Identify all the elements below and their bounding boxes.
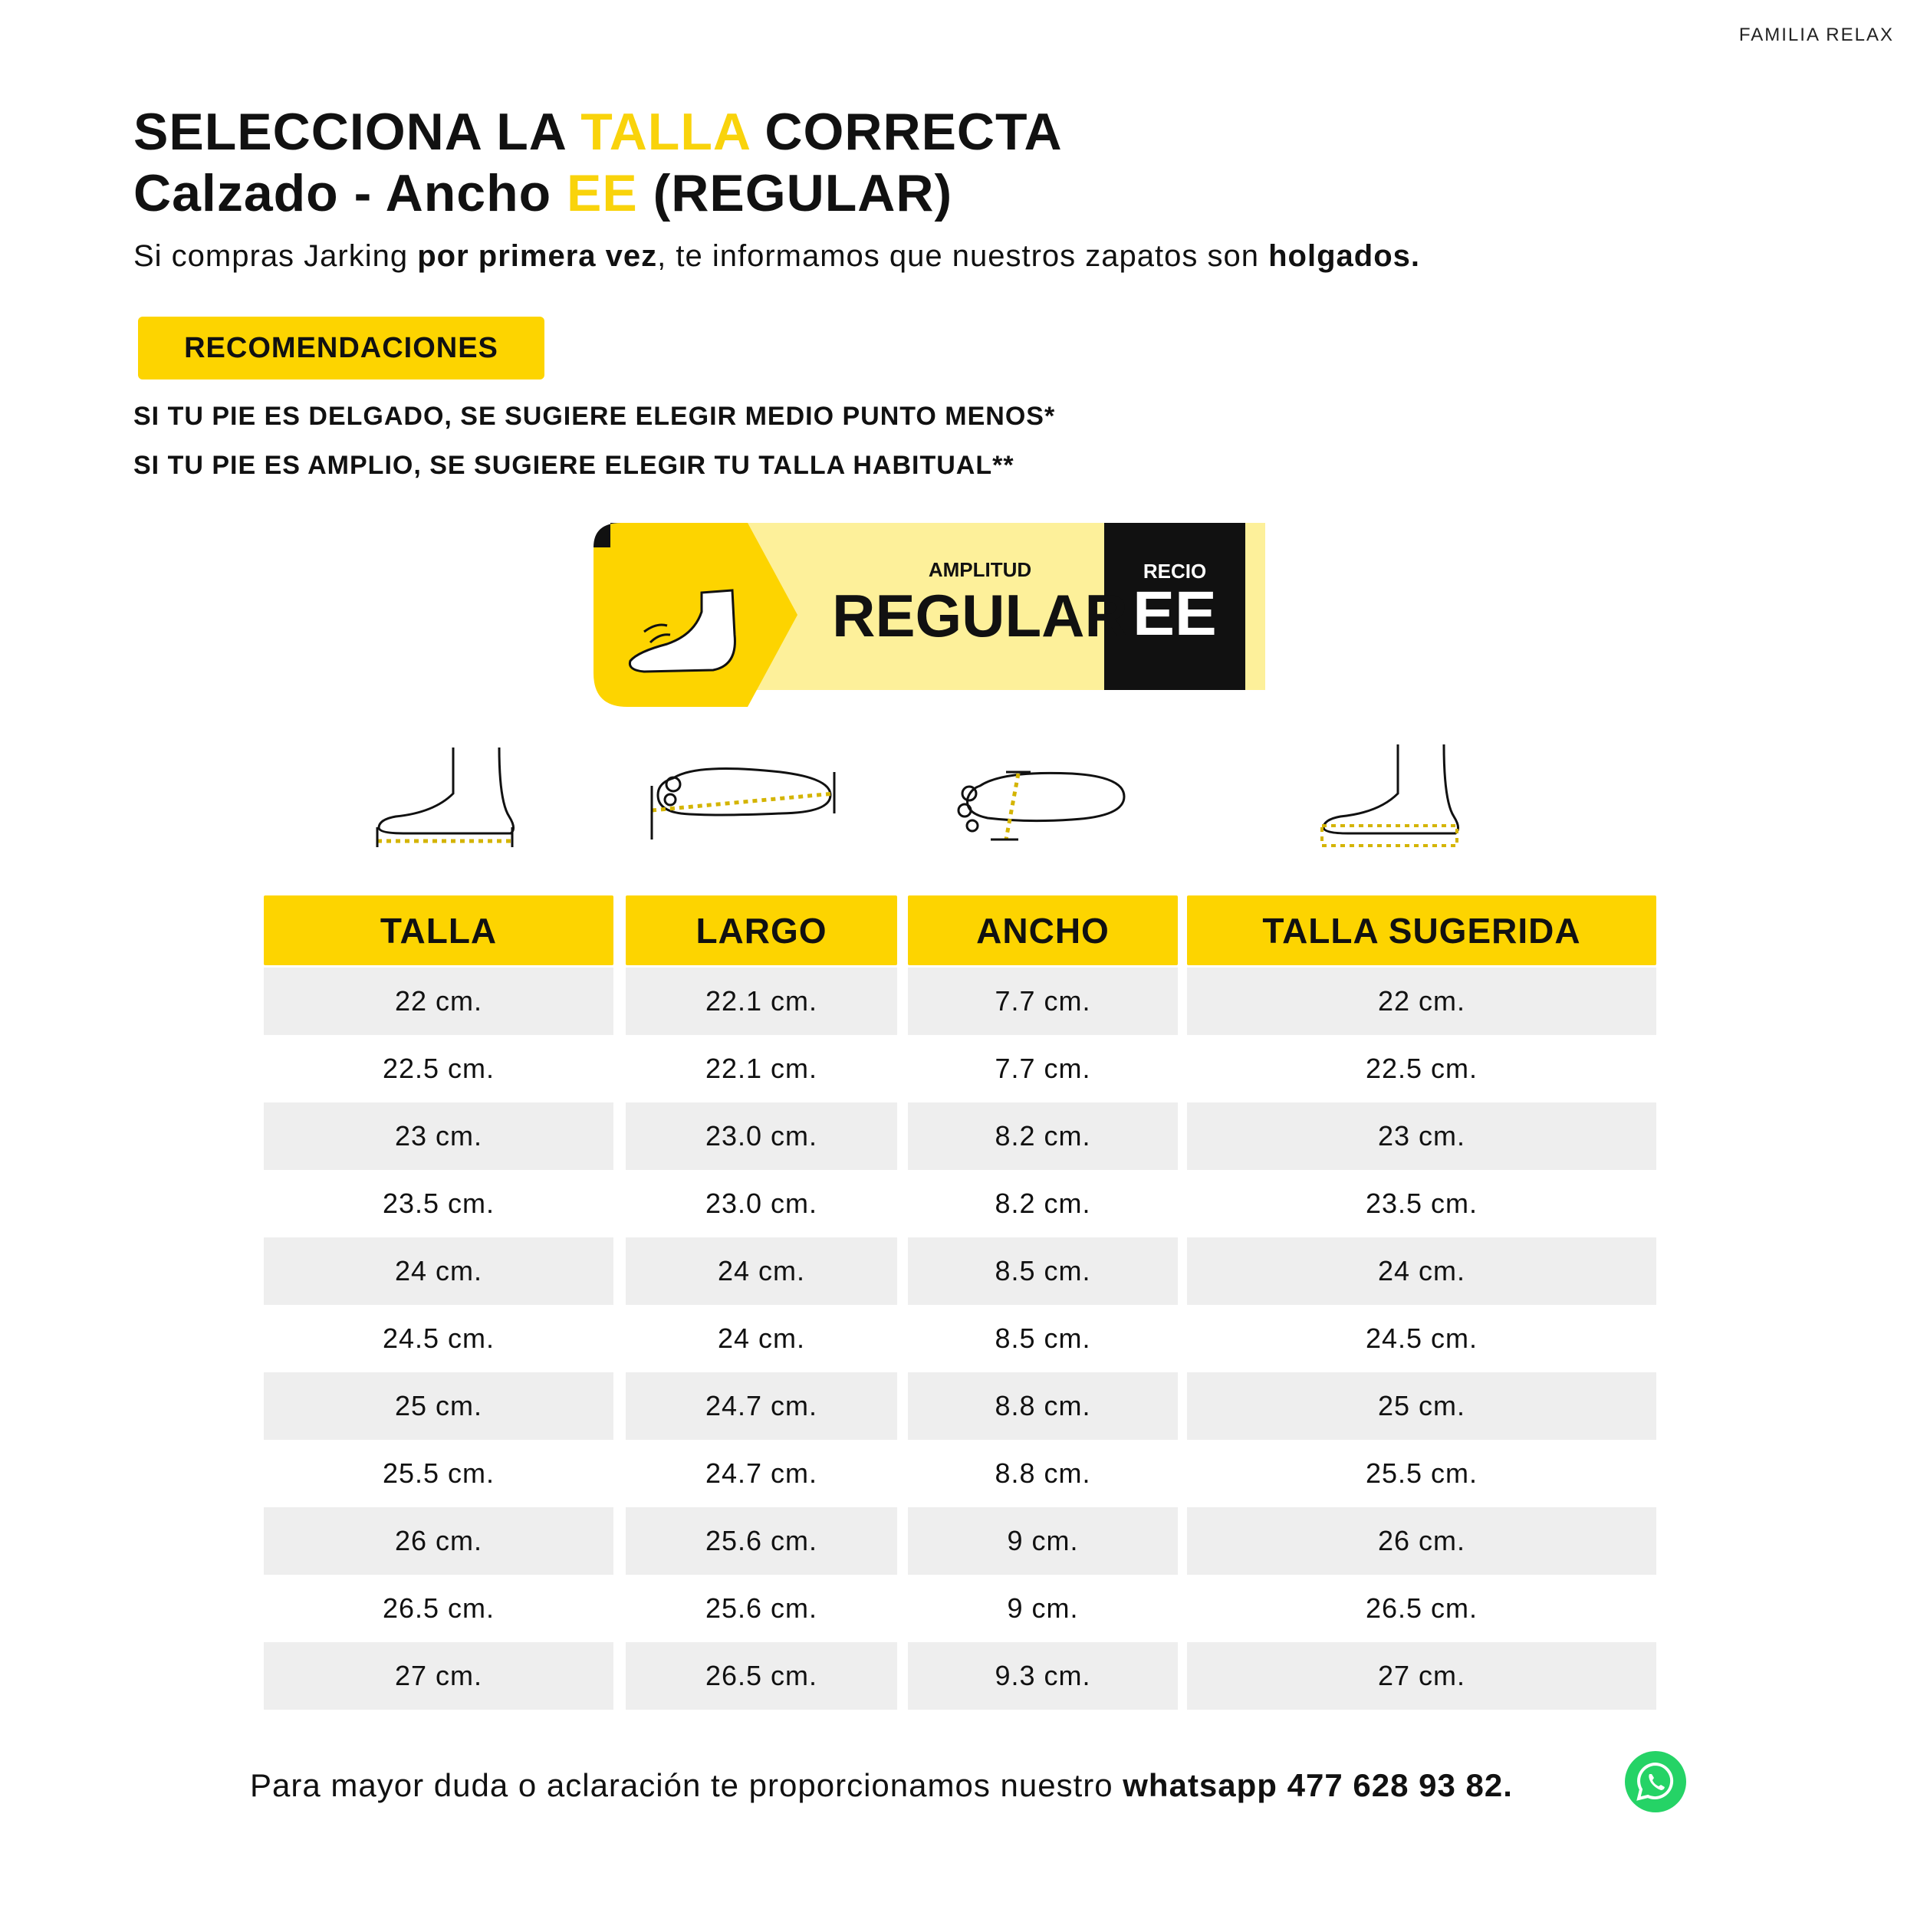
table-cell: 25.5 cm.: [382, 1457, 495, 1489]
whatsapp-icon[interactable]: [1624, 1750, 1687, 1813]
table-cell: 23.0 cm.: [705, 1188, 818, 1219]
whatsapp-number: whatsapp 477 628 93 82.: [1123, 1767, 1513, 1803]
title-line1-post: CORRECTA: [749, 103, 1063, 161]
table-cell: 26.5 cm.: [1365, 1592, 1478, 1624]
table-cell: 8.5 cm.: [995, 1322, 1091, 1354]
table-cell: 23.5 cm.: [382, 1188, 495, 1219]
table-cell: 8.2 cm.: [995, 1188, 1091, 1219]
intro-part1: Si compras Jarking: [133, 239, 418, 273]
table-cell: 24.5 cm.: [382, 1322, 495, 1354]
page-title: [133, 103, 1063, 161]
title-line2-pre: Calzado - Ancho: [133, 164, 567, 222]
title-line2-highlight: EE: [567, 164, 638, 222]
table-cell: 8.5 cm.: [908, 1237, 1178, 1305]
table-cell: 7.7 cm.: [908, 968, 1178, 1035]
foot-sole-width-icon: [942, 740, 1133, 855]
table-cell: 24.7 cm.: [626, 1372, 897, 1440]
table-cell: 27 cm.: [1187, 1642, 1656, 1710]
recommendations-badge: RECOMENDACIONES: [138, 317, 544, 380]
table-cell: 24 cm.: [1187, 1237, 1656, 1305]
table-cell: 23 cm.: [1187, 1102, 1656, 1170]
type-label: RECIO: [1143, 560, 1207, 583]
intro-bold2: holgados.: [1268, 239, 1420, 273]
brand-label: FAMILIA RELAX: [1738, 25, 1894, 45]
title-line1-pre: SELECCIONA LA: [133, 103, 581, 161]
table-cell: 24 cm.: [264, 1237, 613, 1305]
table-cell: 25 cm.: [1187, 1372, 1656, 1440]
type-value: EE: [1133, 579, 1217, 649]
table-cell: 24 cm.: [717, 1322, 806, 1354]
header-talla: TALLA: [264, 895, 613, 965]
table-cell: 8.2 cm.: [908, 1102, 1178, 1170]
table-cell: 26 cm.: [1187, 1507, 1656, 1575]
table-cell: 22.5 cm.: [382, 1053, 495, 1084]
amplitude-label: AMPLITUD: [928, 558, 1032, 581]
table-cell: 26.5 cm.: [626, 1642, 897, 1710]
table-cell: 22.5 cm.: [1365, 1053, 1478, 1084]
title-line1-highlight: TALLA: [580, 103, 750, 161]
table-cell: 23.5 cm.: [1365, 1188, 1478, 1219]
table-cell: 27 cm.: [264, 1642, 613, 1710]
table-cell: 22.1 cm.: [626, 968, 897, 1035]
recommendation-line-2: SI TU PIE ES AMPLIO, SE SUGIERE ELEGIR TU TALLA HABITUAL**: [133, 451, 1014, 480]
amplitude-banner: [590, 520, 1296, 710]
title-line2-post: (REGULAR): [637, 164, 953, 222]
table-cell: 26.5 cm.: [382, 1592, 495, 1624]
table-cell: 23 cm.: [264, 1102, 613, 1170]
foot-side-length-icon: [373, 740, 518, 855]
table-cell: 25 cm.: [264, 1372, 613, 1440]
foot-sole-length-icon: [643, 740, 842, 855]
intro-bold1: por primera vez: [417, 239, 658, 273]
table-cell: 9 cm.: [1007, 1592, 1079, 1624]
table-cell: 25.6 cm.: [626, 1507, 897, 1575]
table-cell: 7.7 cm.: [995, 1053, 1091, 1084]
table-cell: 24.7 cm.: [705, 1457, 818, 1489]
table-cell: 22 cm.: [1187, 968, 1656, 1035]
table-cell: 8.8 cm.: [908, 1372, 1178, 1440]
foot-side-size-icon: [1317, 740, 1463, 855]
footer-message: Para mayor duda o aclaración te proporcionamos nuestro: [250, 1767, 1123, 1803]
table-cell: 9 cm.: [908, 1507, 1178, 1575]
table-cell: 25.5 cm.: [1365, 1457, 1478, 1489]
table-cell: 23.0 cm.: [626, 1102, 897, 1170]
footer-text: [250, 1769, 1513, 1802]
table-cell: 24 cm.: [626, 1237, 897, 1305]
amplitude-value: REGULAR: [832, 582, 1128, 649]
table-cell: 9.3 cm.: [908, 1642, 1178, 1710]
header-ancho: ANCHO: [908, 895, 1178, 965]
intro-part2: , te informamos que nuestros zapatos son: [657, 239, 1269, 273]
intro-text: [133, 241, 1420, 271]
table-cell: 25.6 cm.: [705, 1592, 818, 1624]
header-talla-sugerida: TALLA SUGERIDA: [1187, 895, 1656, 965]
table-cell: 26 cm.: [264, 1507, 613, 1575]
table-cell: 22.1 cm.: [705, 1053, 818, 1084]
table-cell: 22 cm.: [264, 968, 613, 1035]
size-table-body: [0, 968, 1917, 1711]
table-cell: 24.5 cm.: [1365, 1322, 1478, 1354]
recommendation-line-1: SI TU PIE ES DELGADO, SE SUGIERE ELEGIR MEDIO PUNTO MENOS*: [133, 402, 1056, 431]
table-cell: 8.8 cm.: [995, 1457, 1091, 1489]
header-largo: LARGO: [626, 895, 897, 965]
page-subtitle: [133, 164, 953, 222]
